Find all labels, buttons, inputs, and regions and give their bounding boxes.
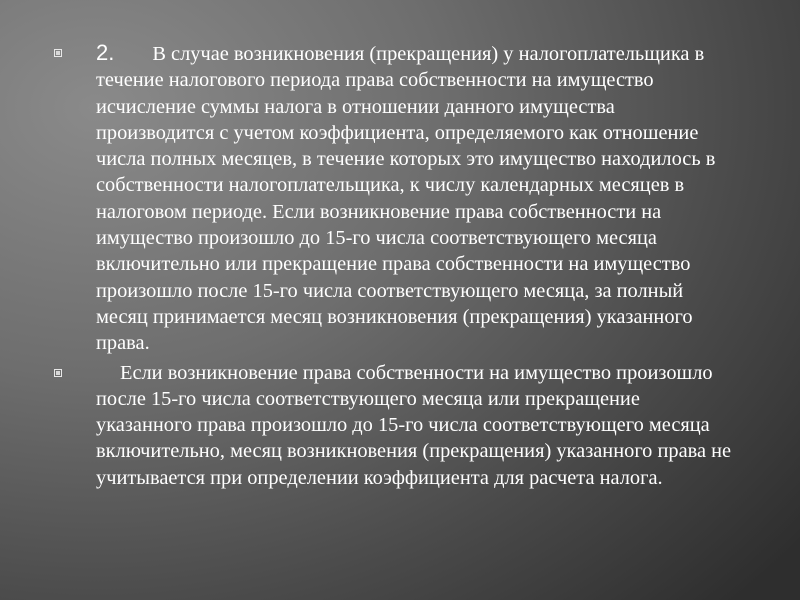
square-bullet-icon — [54, 49, 62, 57]
square-bullet-icon — [54, 369, 62, 377]
bullet-item-2 — [54, 360, 734, 491]
bullet-item-1 — [54, 40, 734, 357]
bullet-text-1: В случае возникновения (прекращения) у налогоплательщика в течение налогового периода права собственности на имущество исчисление суммы налога в отношении данного имущества производится с учетом коэффициента, определяемого как отношение числа полных месяцев, в течение которых это имущество находилось в собственности налогоплательщика, к числу календарных месяцев в налоговом периоде. Если возникновение права собственности на имущество произошло до 15-го числа соответствующего месяца включительно или прекращение права собственности на имущество произошло после 15-го числа соответствующего месяца, за полный месяц принимается месяц возникновения (прекращения) указанного права. — [96, 43, 716, 355]
bullet-text-2: Если возникновение права собственности на имущество произошло после 15-го числа соответствующего месяца или прекращение указанного права произошло до 15-го числа соответствующего месяца включительно, месяц возникновения (прекращения) указанного права не учитывается при определении коэффициента для расчета налога. — [96, 361, 732, 489]
bullet-list — [54, 40, 734, 494]
item-number: 2. — [96, 40, 115, 65]
